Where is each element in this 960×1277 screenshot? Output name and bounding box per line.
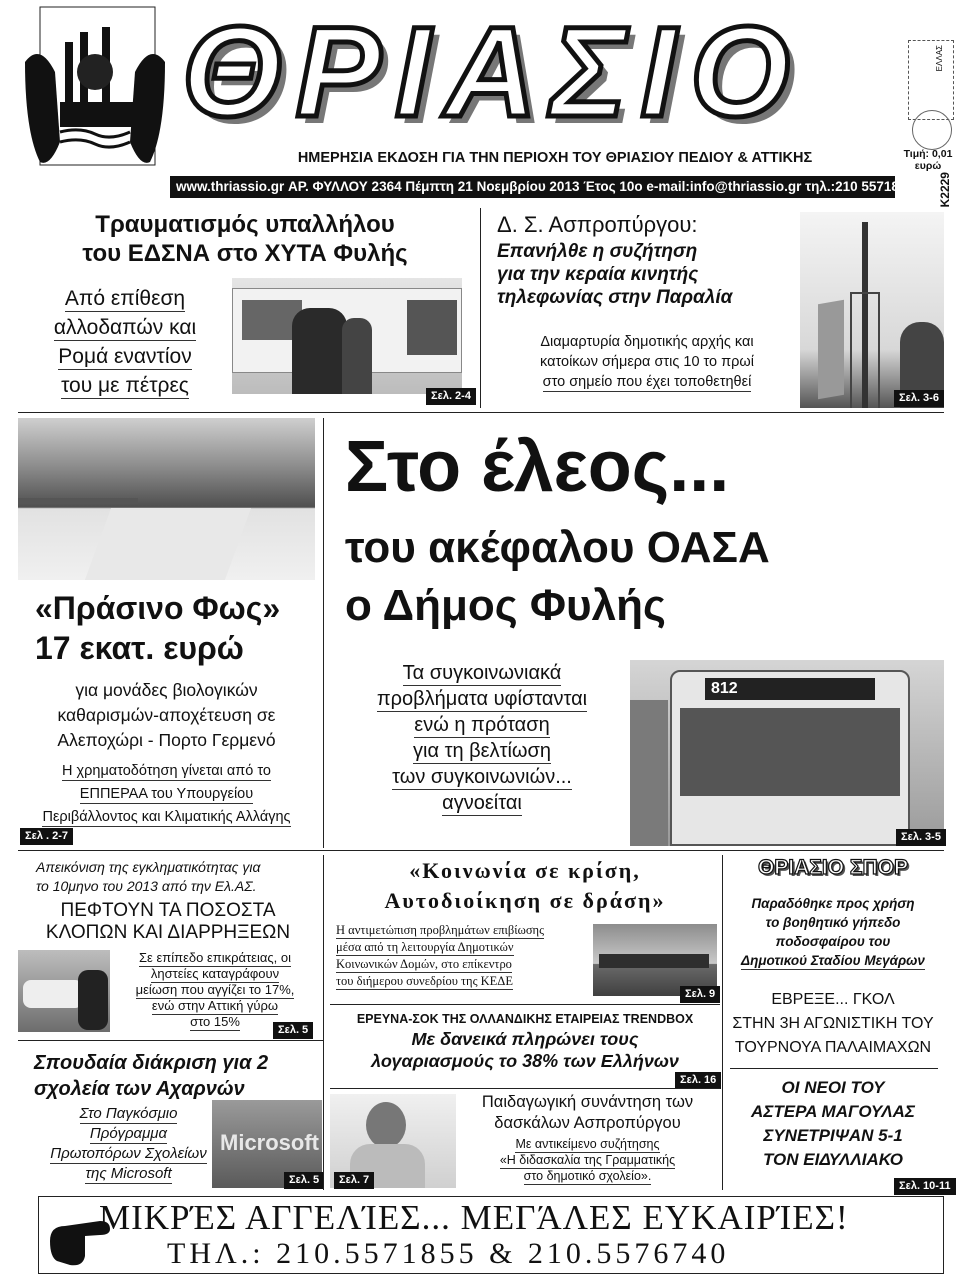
sport-item2-line1: ΕΒΡΕΞΕ... ΓΚΟΛ bbox=[771, 991, 895, 1008]
masthead-subtitle: ΗΜΕΡΗΣΙΑ ΕΚΔΟΣΗ ΓΙΑ ΤΗΝ ΠΕΡΙΟΧΗ ΤΟΥ ΘΡΙΑΣΙΟΥ ΠΕΔΙΟΥ & ΑΤΤΙΚΗΣ bbox=[297, 150, 813, 166]
lead-sub-line3: ενώ η πρόταση bbox=[414, 714, 550, 736]
logo bbox=[20, 2, 170, 170]
schools-page-ref: Σελ. 5 bbox=[284, 1172, 324, 1189]
story1-headline bbox=[30, 210, 460, 268]
schools-sub-line3: Πρωτοπόρων Σχολείων bbox=[50, 1145, 207, 1162]
teachers-body-line1: Με αντικείμενο συζήτησης bbox=[515, 1137, 660, 1151]
story2-antenna-photo bbox=[800, 212, 944, 408]
story3-sub-line3: Αλεποχώρι - Πορτο Γερμενό bbox=[57, 730, 276, 750]
price-label: Τιμή: 0,01 bbox=[903, 148, 953, 160]
masthead-infoline: www.thriassio.gr ΑΡ. ΦΥΛΛΟΥ 2364 Πέμπτη 21 Νοεμβρίου 2013 Έτος 10ο e-mail:info@thriassio.gr τηλ.:210 5571855 bbox=[170, 176, 895, 198]
kede-headline bbox=[330, 856, 720, 916]
story2-headline-line2: για την κεραία κινητής bbox=[497, 264, 699, 285]
teachers-body bbox=[460, 1136, 715, 1184]
story1-sub-line1: Από επίθεση bbox=[64, 287, 186, 310]
sport-item3-line1: ΟΙ ΝΕΟΙ ΤΟΥ bbox=[781, 1078, 885, 1097]
teachers-headline-line2: δασκάλων Ασπροπύργου bbox=[494, 1114, 681, 1132]
lead-headline-line3: ο Δήμος Φυλής bbox=[345, 581, 666, 630]
story3-road-photo bbox=[18, 418, 315, 580]
crime-body-line1: Σε επίπεδο επικράτειας, οι bbox=[139, 950, 291, 965]
issue-code: K2229 bbox=[938, 172, 952, 208]
sport-item2-line3: ΤΟΥΡΝΟΥΑ ΠΑΛΑΙΜΑΧΩΝ bbox=[734, 1039, 932, 1056]
lead-bus-number: 812 bbox=[705, 678, 875, 700]
schools-headline bbox=[34, 1050, 324, 1102]
story3-page-ref: Σελ . 2-7 bbox=[20, 828, 73, 845]
story2-headline bbox=[497, 240, 797, 309]
survey-headline-line2: λογαριασμούς το 38% των Ελλήνων bbox=[371, 1051, 679, 1071]
crime-body-line4: ενώ στην Αττική γύρω bbox=[151, 998, 279, 1013]
schools-headline-line1: Σπουδαία διάκριση για 2 bbox=[34, 1052, 269, 1074]
sport-item1-line2: το βοηθητικό γήπεδο bbox=[765, 915, 901, 930]
lead-headline-line2: του ακέφαλου ΟΑΣΑ bbox=[345, 523, 770, 572]
story2-kicker: Δ. Σ. Ασπροπύργου: bbox=[497, 212, 698, 237]
story1-sub-line2: αλλοδαπών και bbox=[53, 316, 197, 339]
survey-headline-line1: Με δανεικά πληρώνει τους bbox=[411, 1029, 639, 1049]
story3-headline-line1: «Πράσινο Φως» bbox=[35, 590, 281, 626]
sport-item3-line4: ΤΟΝ ΕΙΔΥΛΛΙΑΚΟ bbox=[762, 1150, 904, 1169]
story3-sub-line1: για μονάδες βιολογικών bbox=[75, 680, 258, 700]
postage-stamp bbox=[908, 40, 954, 120]
lead-sub-line1: Τα συγκοινωνιακά bbox=[402, 662, 562, 684]
story3-body bbox=[18, 760, 315, 829]
lead-bus-photo bbox=[630, 660, 944, 846]
teachers-headline bbox=[460, 1092, 715, 1134]
story2-headline-line1: Επανήλθε η συζήτηση bbox=[497, 241, 698, 262]
lead-sub-line4: για τη βελτίωση bbox=[413, 740, 551, 762]
lead-sub-line2: προβλήματα υφίστανται bbox=[376, 688, 588, 710]
kede-body bbox=[336, 922, 591, 990]
crime-headline bbox=[18, 900, 318, 944]
sport-item3 bbox=[728, 1076, 938, 1172]
sport-item1-line1: Παραδόθηκε προς χρήση bbox=[751, 896, 915, 911]
crime-body-line2: ληστείες καταγράφουν bbox=[150, 966, 280, 981]
story2-body-line3: στο σημείο που έχει τοποθετηθεί bbox=[542, 374, 752, 390]
teachers-body-line3: στο δημοτικό σχολείο». bbox=[523, 1169, 652, 1183]
story1-sub-line3: Ρομά εναντίον bbox=[58, 345, 192, 368]
crime-kicker-line1: Απεικόνιση της εγκληματικότητας για bbox=[36, 859, 261, 875]
postmark-icon bbox=[912, 110, 952, 150]
story3-headline-line2: 17 εκατ. ευρώ bbox=[35, 630, 244, 666]
lead-subhead bbox=[338, 660, 626, 816]
crime-kicker bbox=[36, 858, 316, 896]
postage-stamp-text: ΕΛΛΑΣ bbox=[935, 45, 944, 72]
schools-sub-line2: Πρόγραμμα bbox=[89, 1125, 168, 1142]
story2-page-ref: Σελ. 3-6 bbox=[894, 390, 944, 407]
story2-body bbox=[497, 332, 797, 392]
crime-page-ref: Σελ. 5 bbox=[273, 1022, 313, 1039]
survey-kicker: ΕΡΕΥΝΑ-ΣΟΚ ΤΗΣ ΟΛΛΑΝΔΙΚΗΣ ΕΤΑΙΡΕΙΑΣ TRENDBOX bbox=[356, 1012, 694, 1026]
teachers-page-ref: Σελ. 7 bbox=[334, 1172, 374, 1189]
teachers-body-line2: «Η διδασκαλία της Γραμματικής bbox=[499, 1153, 676, 1167]
kede-page-ref: Σελ. 9 bbox=[680, 986, 720, 1003]
sport-item2 bbox=[728, 988, 938, 1060]
lead-headline-line1: Στο έλεος... bbox=[345, 427, 730, 507]
crime-body bbox=[110, 950, 320, 1030]
sport-item2-line2: ΣΤΗΝ 3Η ΑΓΩΝΙΣΤΙΚΗ ΤΟΥ bbox=[732, 1015, 934, 1032]
lead-sub-line5: των συγκοινωνιών... bbox=[392, 766, 572, 788]
story3-body-line3: Περιβάλλοντος και Κλιματικής Αλλάγης bbox=[42, 809, 291, 825]
story1-headline-line2: του ΕΔΣΝΑ στο ΧΥΤΑ Φυλής bbox=[82, 240, 408, 267]
schools-sub-line1: Στο Παγκόσμιο bbox=[79, 1105, 178, 1122]
kede-body-line1: Η αντιμετώπιση προβλημάτων επιβίωσης bbox=[336, 923, 545, 937]
price-unit: ευρώ bbox=[914, 160, 942, 172]
story3-headline bbox=[35, 588, 315, 668]
story1-sub-line4: του με πέτρες bbox=[61, 374, 189, 397]
crime-headline-line2: ΚΛΟΠΩΝ ΚΑΙ ΔΙΑΡΡΗΞΕΩΝ bbox=[45, 922, 291, 943]
story2-body-line1: Διαμαρτυρία δημοτικής αρχής και bbox=[540, 334, 754, 350]
story3-body-line1: Η χρηματοδότηση γίνεται από το bbox=[62, 763, 271, 779]
classifieds-line2: ΤΗΛ.: 210.5571855 & 210.5576740 bbox=[167, 1237, 730, 1270]
classifieds-line1: ΜΙΚΡΈΣ ΑΓΓΕΛΊΕΣ... ΜΕΓΆΛΕΣ ΕΥΚΑΙΡΊΕΣ! bbox=[99, 1198, 849, 1237]
survey-headline bbox=[330, 1028, 720, 1072]
classifieds-banner bbox=[38, 1196, 944, 1274]
lead-sub-line6: αγνοείται bbox=[442, 792, 522, 814]
story1-page-ref: Σελ. 2-4 bbox=[426, 388, 476, 405]
story1-subhead bbox=[30, 284, 220, 400]
story2-headline-line3: τηλεφωνίας στην Παραλία bbox=[497, 287, 733, 308]
lead-page-ref: Σελ. 3-5 bbox=[896, 829, 946, 846]
story3-subhead bbox=[18, 678, 315, 753]
story3-sub-line2: καθαρισμών-αποχέτευση σε bbox=[57, 705, 276, 725]
survey-page-ref: Σελ. 16 bbox=[675, 1072, 721, 1089]
kede-body-line4: του διήμερου συνεδρίου της ΚΕΔΕ bbox=[336, 974, 513, 988]
sport-item1 bbox=[728, 894, 938, 970]
schools-subhead bbox=[46, 1104, 211, 1184]
masthead-title: ΘΡΙΑΣΙΟ bbox=[182, 1, 804, 144]
crime-headline-line1: ΠΕΦΤΟΥΝ ΤΑ ΠΟΣΟΣΤΑ bbox=[60, 900, 276, 921]
kede-body-line2: μέσα από τη λειτουργία Δημοτικών bbox=[336, 940, 514, 954]
sport-item3-line3: ΣΥΝΕΤΡΙΨΑΝ 5-1 bbox=[763, 1126, 903, 1145]
sport-section-title: ΘΡΙΑΣΙΟ ΣΠΟΡ bbox=[757, 856, 909, 879]
teachers-headline-line1: Παιδαγωγική συνάντηση των bbox=[481, 1093, 694, 1111]
story1-photo bbox=[232, 278, 462, 394]
kede-headline-line2: Αυτοδιοίκηση σε δράση» bbox=[384, 888, 666, 913]
crime-body-line3: μείωση που αγγίζει το 17%, bbox=[135, 982, 295, 997]
sport-item1-line4: Δημοτικού Σταδίου Μεγάρων bbox=[741, 953, 925, 968]
story3-body-line2: ΕΠΠΕΡΑΑ του Υπουργείου bbox=[79, 786, 254, 802]
sport-item1-line3: ποδοσφαίρου του bbox=[775, 934, 891, 949]
story2-body-line2: κατοίκων σήμερα στις 10 το πρωί bbox=[540, 354, 754, 370]
sport-item3-line2: ΑΣΤΕΡΑ ΜΑΓΟΥΛΑΣ bbox=[751, 1102, 915, 1121]
kede-headline-line1: «Κοινωνία σε κρίση, bbox=[409, 858, 641, 883]
schools-photo-text: Microsoft bbox=[220, 1130, 319, 1155]
crime-body-line5: στο 15% bbox=[190, 1014, 240, 1029]
crime-kicker-line2: το 10μηνο του 2013 από την Ελ.ΑΣ. bbox=[36, 878, 257, 894]
schools-sub-line4: της Microsoft bbox=[85, 1165, 172, 1182]
story1-headline-line1: Τραυματισμός υπαλλήλου bbox=[95, 211, 395, 238]
kede-body-line3: Κοινωνικών Δομών, στο επίκεντρο bbox=[336, 957, 512, 971]
schools-headline-line2: σχολεία των Αχαρνών bbox=[34, 1078, 245, 1100]
hands-factory-logo-icon bbox=[20, 2, 170, 170]
sport-page-ref: Σελ. 10-11 bbox=[894, 1178, 956, 1195]
crime-police-photo bbox=[18, 950, 110, 1032]
